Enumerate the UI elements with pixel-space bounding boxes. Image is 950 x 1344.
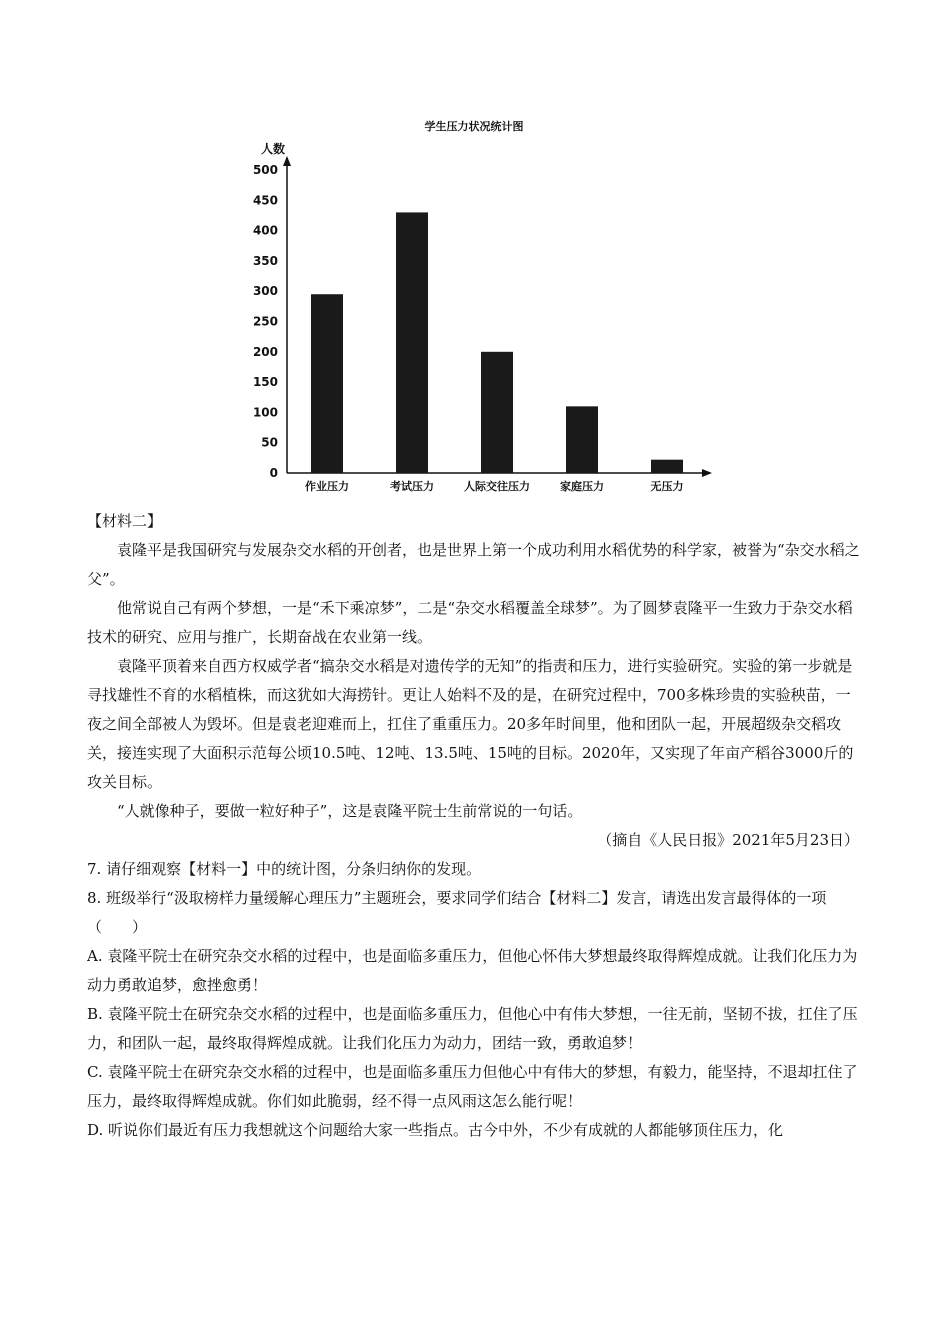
x-tick-label: 作业压力: [305, 480, 349, 493]
option-a: A. 袁隆平院士在研究杂交水稻的过程中，也是面临多重压力，但他心怀伟大梦想最终取得辉煌成就。让我们化压力为动力勇敢追梦，愈挫愈勇！: [87, 947, 858, 994]
bar-chart: [240, 110, 720, 500]
y-tick-label: 250: [252, 314, 278, 329]
x-tick-label: 人际交往压力: [464, 480, 530, 493]
material2-paragraph-2: 他常说自己有两个梦想，一是“禾下乘凉梦”，二是“杂交水稻覆盖全球梦”。为了圆梦袁隆平一生致力于杂交水稻技术的研究、应用与推广，长期奋战在农业第一线。: [87, 599, 853, 646]
y-tick-label: 350: [252, 253, 278, 268]
bar: [481, 352, 513, 473]
y-tick-label: 500: [252, 163, 278, 177]
document-body: [87, 507, 865, 1145]
x-tick-labels: [305, 479, 684, 493]
question-8: 8. 班级举行“汲取榜样力量缓解心理压力”主题班会，要求同学们结合【材料二】发言，请选出发言最得体的一项（ ）: [87, 889, 827, 936]
x-tick-label: 家庭压力: [560, 480, 604, 493]
y-axis-arrow: [283, 156, 291, 166]
option-b: B. 袁隆平院士在研究杂交水稻的过程中，也是面临多重压力，但他心中有伟大梦想，一往无前，坚韧不拔，扛住了压力，和团队一起，最终取得辉煌成就。让我们化压力为动力，团结一致，勇敢追梦！: [87, 1005, 858, 1052]
bar: [311, 294, 343, 473]
source-citation: （摘自《人民日报》2021年5月23日）: [597, 831, 859, 849]
y-tick-label: 0: [269, 466, 278, 480]
y-tick-label: 200: [252, 344, 278, 359]
chart-title: 学生压力状况统计图: [424, 120, 524, 133]
y-tick-label: 300: [252, 284, 278, 299]
option-c: C. 袁隆平院士在研究杂交水稻的过程中，也是面临多重压力但他心中有伟大的梦想，有毅力，能坚持，不退却扛住了压力，最终取得辉煌成就。你们如此脆弱，经不得一点风雨这怎么能行呢！: [87, 1063, 858, 1110]
bar: [566, 406, 598, 473]
y-tick-label: 450: [252, 193, 278, 208]
bar: [396, 212, 428, 473]
material2-heading: 【材料二】: [87, 512, 163, 530]
y-tick-label: 50: [261, 435, 278, 450]
material2-paragraph-1: 袁隆平是我国研究与发展杂交水稻的开创者，也是世界上第一个成功利用水稻优势的科学家，被誉为“杂交水稻之父”。: [87, 541, 860, 588]
x-tick-label: 考试压力: [390, 480, 434, 493]
x-tick-label: 无压力: [650, 480, 684, 493]
material2-paragraph-4: “人就像种子，要做一粒好种子”，这是袁隆平院士生前常说的一句话。: [117, 802, 583, 820]
option-d: D. 听说你们最近有压力我想就这个问题给大家一些指点。古今中外，不少有成就的人都能够顶住压力，化: [87, 1121, 784, 1139]
y-tick-label: 100: [252, 405, 278, 420]
y-tick-label: 400: [252, 223, 278, 238]
bar: [651, 460, 683, 473]
material2-paragraph-3: 袁隆平顶着来自西方权威学者“搞杂交水稻是对遗传学的无知”的指责和压力，进行实验研究。实验的第一步就是寻找雄性不育的水稻植株，而这犹如大海捞针。更让人始料不及的是，在研究过程中，700多株珍贵的实验秧苗，一夜之间全部被人为毁坏。但是袁老迎难而上，扛住了重重压力。20多年时间里，他和团队一起，开展超级杂交稻攻关，接连实现了大面积示范每公顷10.5吨、12吨、13.5吨、15吨的目标。2020年，又实现了年亩产稻谷3000斤的攻关目标。: [87, 657, 854, 791]
y-tick-label: 150: [252, 375, 278, 390]
x-axis-arrow: [702, 469, 712, 477]
y-tick-labels: [253, 163, 278, 480]
y-axis-label: 人数: [260, 142, 286, 156]
question-7: 7. 请仔细观察【材料一】中的统计图，分条归纳你的发现。: [87, 860, 482, 878]
chart-bars: [311, 212, 683, 473]
